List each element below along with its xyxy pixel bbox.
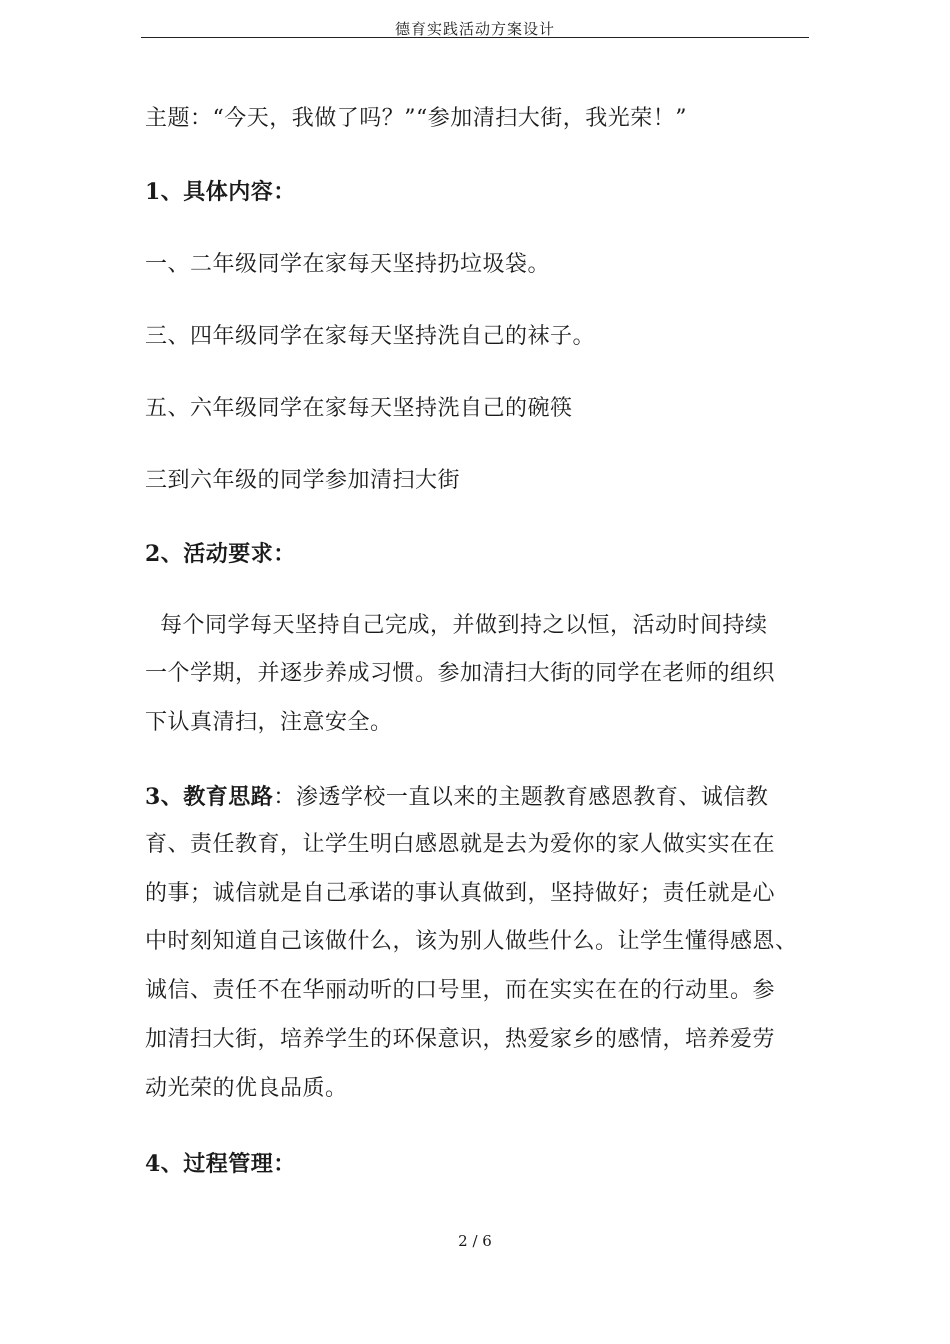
section-3-paragraph-line: 诚信、责任不在华丽动听的口号里，而在实实在在的行动里。参 xyxy=(145,978,776,1003)
section-3-paragraph-line: 中时刻知道自己该做什么，该为别人做些什么。让学生懂得感恩、 xyxy=(145,929,798,954)
section-3-paragraph-line: 的事；诚信就是自己承诺的事认真做到，坚持做好；责任就是心 xyxy=(145,881,776,906)
section-1-item: 三、四年级同学在家每天坚持洗自己的袜子。 xyxy=(145,324,596,349)
section-2-paragraph-line: 一个学期，并逐步养成习惯。参加清扫大街的同学在老师的组织 xyxy=(145,661,776,686)
section-2-paragraph-line: 每个同学每天坚持自己完成，并做到持之以恒，活动时间持续 xyxy=(145,613,768,638)
section-3-paragraph-line: 育、责任教育，让学生明白感恩就是去为爱你的家人做实实在在 xyxy=(145,832,776,857)
section-2-paragraph-line: 下认真清扫，注意安全。 xyxy=(145,710,393,735)
section-1-item: 一、二年级同学在家每天坚持扔垃圾袋。 xyxy=(145,252,551,277)
section-3-paragraph-line: 加清扫大街，培养学生的环保意识，热爱家乡的感情，培养爱劳 xyxy=(145,1027,776,1052)
section-1-item: 五、六年级同学在家每天坚持洗自己的碗筷 xyxy=(145,396,573,421)
header-title: 德育实践活动方案设计 xyxy=(394,20,555,38)
section-4-heading: 4、过程管理： xyxy=(145,1151,296,1177)
section-2-heading: 2、活动要求： xyxy=(145,541,296,567)
page-number: 2 / 6 xyxy=(458,1232,492,1250)
section-3-heading: 3、教育思路 xyxy=(145,784,274,810)
section-3-intro: ：渗透学校一直以来的主题教育感恩教育、诚信教 xyxy=(273,785,769,810)
section-3-first-line xyxy=(145,782,825,813)
theme-line: 主题：“今天，我做了吗？”“参加清扫大街，我光荣！” xyxy=(145,106,687,131)
section-3-paragraph-line: 动光荣的优良品质。 xyxy=(145,1076,348,1101)
header-rule xyxy=(141,37,809,38)
section-1-heading: 1、具体内容： xyxy=(145,179,296,205)
section-1-item: 三到六年级的同学参加清扫大街 xyxy=(145,468,461,493)
